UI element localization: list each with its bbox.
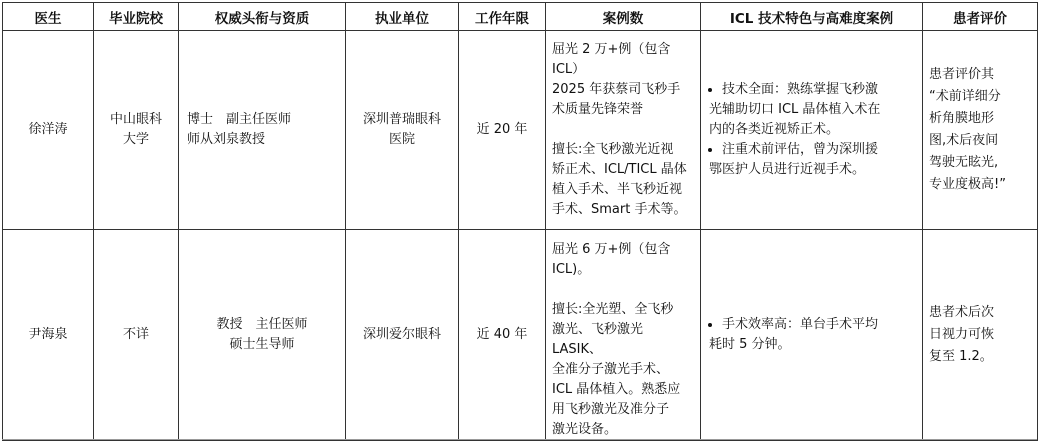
table-row: [3, 230, 1038, 441]
header-cases: 案例数: [546, 3, 701, 31]
header-doctor: 医生: [3, 3, 94, 31]
doctor-name: 徐洋涛: [28, 122, 68, 137]
review-line: “术前详细分: [929, 89, 1001, 104]
cases-line: 2025 年获蔡司飞秒手: [552, 82, 681, 97]
cases-line: 擅长:全飞秒激光近视: [552, 142, 674, 157]
cases-line: 术质量先锋荣誉: [552, 102, 644, 117]
header-school: 毕业院校: [94, 3, 179, 31]
cases-line: 用飞秒激光及准分子: [552, 402, 670, 417]
cases-line: 激光设备。: [552, 422, 618, 437]
cases-line: 屈光 6 万+例（包含: [552, 242, 671, 257]
school-cell: [94, 230, 179, 441]
list-item: [709, 140, 914, 180]
school-line: 不详: [122, 327, 149, 342]
features-cell: [701, 31, 923, 230]
review-line: 图,术后夜间: [929, 133, 999, 148]
cases-line: 植入手术、半飞秒近视: [552, 182, 683, 197]
features-list: [709, 80, 914, 180]
years-value: 近 40 年: [476, 327, 528, 342]
cases-line: 手术、Smart 手术等。: [552, 202, 687, 217]
title-line: 硕士生导师: [229, 337, 295, 352]
page-bottom-divider: [2, 439, 1037, 440]
header-row: [3, 3, 1038, 31]
cases-cell: [546, 31, 701, 230]
title-cell: [179, 31, 346, 230]
review-cell: [923, 31, 1038, 230]
years-cell: [459, 31, 546, 230]
unit-cell: [346, 230, 459, 441]
doctor-name: 尹海泉: [28, 327, 68, 342]
list-item: [709, 80, 914, 140]
feature-line: • 注重术前评估，曾为深圳援: [722, 142, 879, 157]
cases-line: ICL)。: [552, 262, 591, 277]
title-line: 博士 副主任医师: [187, 112, 292, 127]
cases-line: ICL）: [552, 62, 586, 77]
feature-line: 耗时 5 分钟。: [709, 337, 791, 352]
title-line: 师从刘泉教授: [187, 132, 266, 147]
feature-line: • 技术全面：熟练掌握飞秒激: [722, 82, 879, 97]
review-line: 专业度极高!”: [929, 177, 1006, 192]
review-cell: [923, 230, 1038, 441]
cases-line: ICL 晶体植入。熟悉应: [552, 382, 681, 397]
header-features: ICL 技术特色与高难度案例: [701, 3, 923, 31]
school-line: 中山眼科: [109, 112, 162, 127]
cases-line: 擅长:全光塑、全飞秒: [552, 302, 674, 317]
list-item: [709, 315, 914, 355]
feature-line: 鄂医护人员进行近视手术。: [709, 162, 866, 177]
features-list: [709, 315, 914, 355]
review-line: 患者术后次: [929, 305, 995, 320]
unit-line: 深圳普瑞眼科: [362, 112, 441, 127]
cases-line: 矫正术、ICL/TICL 晶体: [552, 162, 687, 177]
cases-line: 全准分子激光手术、: [552, 362, 670, 377]
title-line: 教授 主任医师: [216, 317, 308, 332]
header-years: 工作年限: [459, 3, 546, 31]
school-cell: [94, 31, 179, 230]
review-line: 复至 1.2。: [929, 349, 993, 364]
cases-cell: [546, 230, 701, 441]
review-line: 患者评价其: [929, 67, 995, 82]
review-line: 析角膜地形: [929, 111, 995, 126]
cases-line: 激光、飞秒激光 LASIK、: [552, 322, 644, 357]
feature-line: 光辅助切口 ICL 晶体植入术在: [709, 102, 881, 117]
review-line: 驾驶无眩光,: [929, 155, 999, 170]
unit-line: 深圳爱尔眼科: [362, 327, 441, 342]
header-unit: 执业单位: [346, 3, 459, 31]
review-line: 日视力可恢: [929, 327, 995, 342]
school-line: 大学: [122, 132, 149, 147]
feature-line: • 手术效率高：单台手术平均: [722, 317, 879, 332]
title-cell: [179, 230, 346, 441]
years-cell: [459, 230, 546, 441]
cases-line: 屈光 2 万+例（包含: [552, 42, 671, 57]
unit-cell: [346, 31, 459, 230]
doctor-name-cell: [3, 31, 94, 230]
table-row: [3, 31, 1038, 230]
feature-line: 内的各类近视矫正术。: [709, 122, 840, 137]
doctor-comparison-table: [2, 2, 1038, 441]
unit-line: 医院: [388, 132, 415, 147]
header-review: 患者评价: [923, 3, 1038, 31]
features-cell: [701, 230, 923, 441]
doctor-name-cell: [3, 230, 94, 441]
header-title: 权威头衔与资质: [179, 3, 346, 31]
years-value: 近 20 年: [476, 122, 528, 137]
